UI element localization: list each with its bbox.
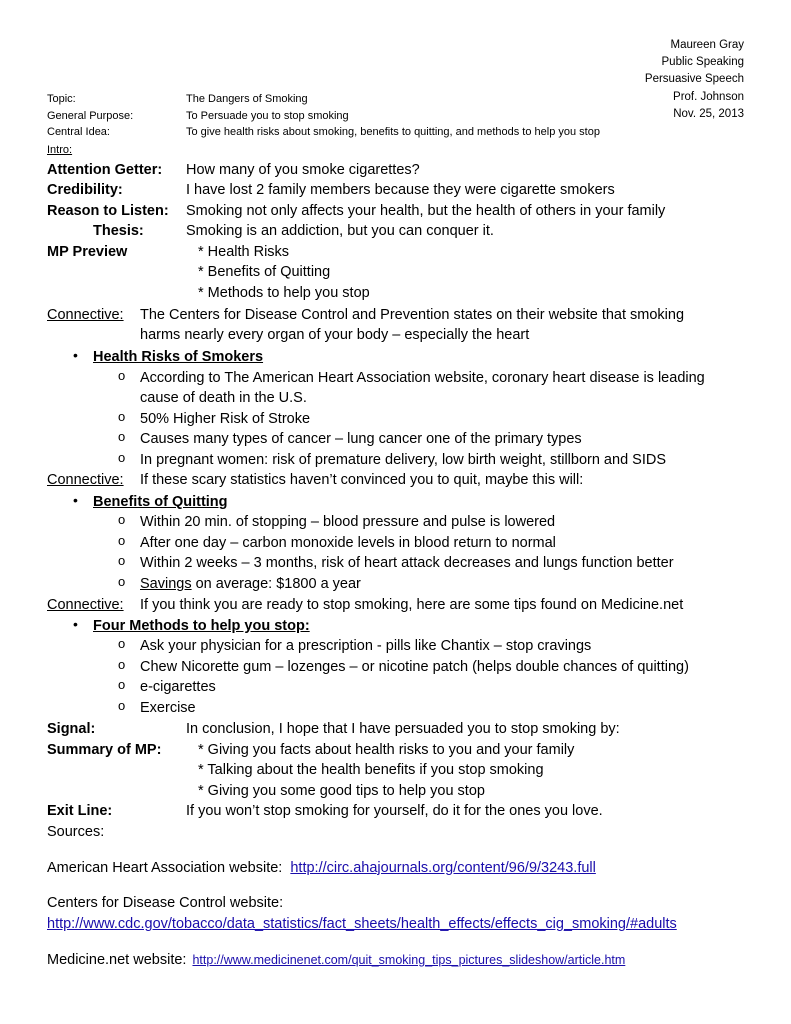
- section-title-health-risks: Health Risks of Smokers: [93, 349, 264, 365]
- author-name: Maureen Gray: [670, 39, 744, 51]
- list-item: Ask your physician for a prescription - pills like Chantix – stop cravings: [140, 638, 592, 654]
- list-item: Within 2 weeks – 3 months, risk of heart attack decreases and lungs function better: [140, 555, 674, 571]
- circle-bullet-icon: o: [118, 553, 126, 568]
- bullet-icon: •: [73, 347, 78, 363]
- circle-bullet-icon: o: [118, 533, 126, 548]
- list-item: Within 20 min. of stopping – blood pressure and pulse is lowered: [140, 514, 556, 530]
- summary-label: Summary of MP:: [47, 742, 162, 758]
- list-item: Exercise: [140, 700, 196, 716]
- list-item-savings: [140, 574, 361, 594]
- signal-label: Signal:: [47, 721, 96, 737]
- exit-line-text: If you won’t stop smoking for yourself, do it for the ones you love.: [186, 803, 603, 819]
- sources-label: Sources:: [47, 824, 105, 840]
- section-title-benefits: Benefits of Quitting: [93, 494, 228, 510]
- central-idea-value: To give health risks about smoking, benefits to quitting, and methods to help you stop: [186, 126, 600, 138]
- connective-label: Connective:: [47, 472, 124, 488]
- mp-preview-item: * Health Risks: [198, 244, 290, 260]
- bullet-icon: •: [73, 616, 78, 632]
- list-item: After one day – carbon monoxide levels in blood return to normal: [140, 535, 556, 551]
- savings-text: on average: $1800 a year: [191, 576, 361, 592]
- list-item: 50% Higher Risk of Stroke: [140, 411, 311, 427]
- mp-preview-item: * Methods to help you stop: [198, 285, 370, 301]
- list-item: Chew Nicorette gum – lozenges – or nicotine patch (helps double chances of quitting): [140, 659, 689, 675]
- summary-item: * Talking about the health benefits if you stop smoking: [198, 762, 544, 778]
- purpose-value: To Persuade you to stop smoking: [186, 110, 349, 122]
- signal-text: In conclusion, I hope that I have persuaded you to stop smoking by:: [186, 721, 620, 737]
- list-item: According to The American Heart Association website, coronary heart disease is leading: [140, 370, 705, 386]
- list-item: e-cigarettes: [140, 679, 216, 695]
- source-medicine-link[interactable]: http://www.medicinenet.com/quit_smoking_tips_pictures_slideshow/article.htm: [192, 953, 626, 967]
- bullet-icon: •: [73, 492, 78, 508]
- connective-text: If you think you are ready to stop smoking, here are some tips found on Medicine.net: [140, 597, 684, 613]
- assignment-name: Persuasive Speech: [644, 73, 744, 85]
- connective-label: Connective:: [47, 597, 124, 613]
- reason-text: Smoking not only affects your health, but the health of others in your family: [186, 203, 666, 219]
- source-medicine-label: Medicine.net website:: [47, 952, 187, 968]
- source-medicine: [47, 950, 625, 970]
- connective-text: If these scary statistics haven’t convinced you to quit, maybe this will:: [140, 472, 584, 488]
- exit-line-label: Exit Line:: [47, 803, 113, 819]
- course-name: Public Speaking: [661, 56, 744, 68]
- savings-word: Savings: [140, 576, 192, 592]
- intro-label: Intro:: [47, 144, 73, 156]
- connective-text: harms nearly every organ of your body – especially the heart: [140, 327, 530, 343]
- summary-item: * Giving you facts about health risks to you and your family: [198, 742, 575, 758]
- attention-getter-text: How many of you smoke cigarettes?: [186, 162, 420, 178]
- credibility-text: I have lost 2 family members because they were cigarette smokers: [186, 182, 615, 198]
- circle-bullet-icon: o: [118, 636, 126, 651]
- circle-bullet-icon: o: [118, 450, 126, 465]
- thesis-label: Thesis:: [93, 223, 144, 239]
- source-aha: [47, 858, 596, 878]
- reason-label: Reason to Listen:: [47, 203, 169, 219]
- circle-bullet-icon: o: [118, 657, 126, 672]
- source-cdc-link[interactable]: http://www.cdc.gov/tobacco/data_statistics/fact_sheets/health_effects/effects_cig_smoking/#adults: [47, 916, 677, 932]
- summary-item: * Giving you some good tips to help you stop: [198, 783, 485, 799]
- connective-label: Connective:: [47, 307, 124, 323]
- topic-value: The Dangers of Smoking: [186, 93, 308, 105]
- central-idea-label: Central Idea:: [47, 126, 110, 138]
- mp-preview-label: MP Preview: [47, 244, 128, 260]
- topic-label: Topic:: [47, 93, 76, 105]
- circle-bullet-icon: o: [118, 368, 126, 383]
- circle-bullet-icon: o: [118, 512, 126, 527]
- source-aha-link[interactable]: http://circ.ahajournals.org/content/96/9/3243.full: [290, 860, 596, 876]
- circle-bullet-icon: o: [118, 698, 126, 713]
- document-date: Nov. 25, 2013: [673, 108, 744, 120]
- attention-getter-label: Attention Getter:: [47, 162, 163, 178]
- source-cdc-label: Centers for Disease Control website:: [47, 895, 284, 911]
- list-item-continued: cause of death in the U.S.: [140, 390, 307, 406]
- mp-preview-item: * Benefits of Quitting: [198, 264, 331, 280]
- professor-name: Prof. Johnson: [673, 91, 744, 103]
- connective-text: The Centers for Disease Control and Prevention states on their website that smoking: [140, 307, 685, 323]
- source-aha-label: American Heart Association website:: [47, 860, 283, 876]
- credibility-label: Credibility:: [47, 182, 123, 198]
- circle-bullet-icon: o: [118, 677, 126, 692]
- circle-bullet-icon: o: [118, 409, 126, 424]
- list-item: Causes many types of cancer – lung cancer one of the primary types: [140, 431, 582, 447]
- circle-bullet-icon: o: [118, 429, 126, 444]
- purpose-label: General Purpose:: [47, 110, 134, 122]
- circle-bullet-icon: o: [118, 574, 126, 589]
- section-title-methods: Four Methods to help you stop:: [93, 618, 310, 634]
- list-item: In pregnant women: risk of premature delivery, low birth weight, stillborn and SIDS: [140, 452, 667, 468]
- thesis-text: Smoking is an addiction, but you can conquer it.: [186, 223, 494, 239]
